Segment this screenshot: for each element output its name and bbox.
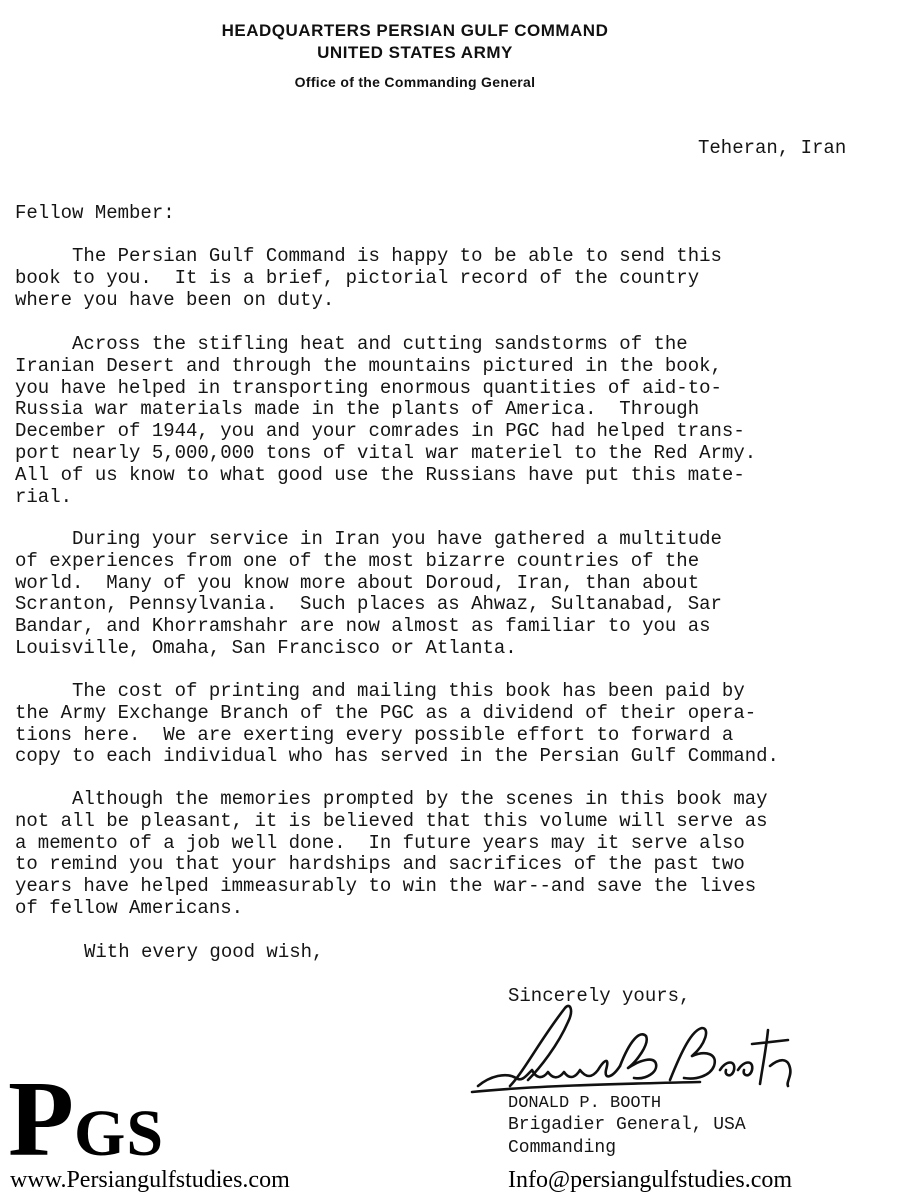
- letter-paragraph-1: The Persian Gulf Command is happy to be able to send this book to you. It is a brief, pictorial record of the country where you have been on duty.: [15, 245, 722, 311]
- signatory-name: DONALD P. BOOTH: [508, 1094, 662, 1113]
- signatory-role: Commanding: [508, 1138, 617, 1158]
- letter-good-wish: With every good wish,: [84, 941, 324, 963]
- letter-closing: Sincerely yours,: [508, 985, 691, 1007]
- letter-paragraph-2: Across the stifling heat and cutting sandstorms of the Iranian Desert and through the mountains pictured in the book, you have helped in transporting enormous quantities of aid-to- Russia war materials made in the plants of America. Through December of 1944, you and your comrades in PGC had helped trans- port nearly 5,000,000 tons of vital war materiel to the Red Army. All of us know to what good use the Russians have put this mate- rial.: [15, 333, 757, 508]
- letter-paragraph-5: Although the memories prompted by the scenes in this book may not all be pleasant, it is believed that this volume will serve as a memento of a job well done. In future years may it serve also to remind you that your hardships and sacrifices of the past two years have helped immeasurably to win the war--and save the lives of fellow Americans.: [15, 788, 768, 919]
- letterhead-subtitle: UNITED STATES ARMY: [317, 43, 513, 62]
- footer-website-link[interactable]: www.Persiangulfstudies.com: [10, 1167, 290, 1193]
- logo-letter-p: P: [8, 1060, 74, 1179]
- letterhead-title: HEADQUARTERS PERSIAN GULF COMMAND: [221, 21, 609, 40]
- footer-email-link[interactable]: Info@persiangulfstudies.com: [508, 1167, 793, 1193]
- letterhead-office: Office of the Commanding General: [294, 74, 536, 90]
- letter-salutation: Fellow Member:: [15, 202, 175, 224]
- signatory-title: Brigadier General, USA: [508, 1115, 746, 1135]
- letter-paragraph-4: The cost of printing and mailing this book has been paid by the Army Exchange Branch of the PGC as a dividend of their opera- tions here. We are exerting every possible effort to forward a copy to each individual who has served in the Persian Gulf Command.: [15, 680, 779, 768]
- letter-location: Teheran, Iran: [698, 137, 847, 159]
- letter-paragraph-3: During your service in Iran you have gathered a multitude of experiences from one of the most bizarre countries of the world. Many of you know more about Doroud, Iran, than about Scranton, Pennsylvania. Such places as Ahwaz, Sultanabad, Sar Bandar, and Khorramshahr are now almost as familiar to you as Louisville, Omaha, San Francisco or Atlanta.: [15, 528, 722, 659]
- pgs-logo: [8, 1060, 165, 1179]
- logo-letters-gs: GS: [73, 1097, 165, 1170]
- handwritten-signature: [470, 1000, 810, 1100]
